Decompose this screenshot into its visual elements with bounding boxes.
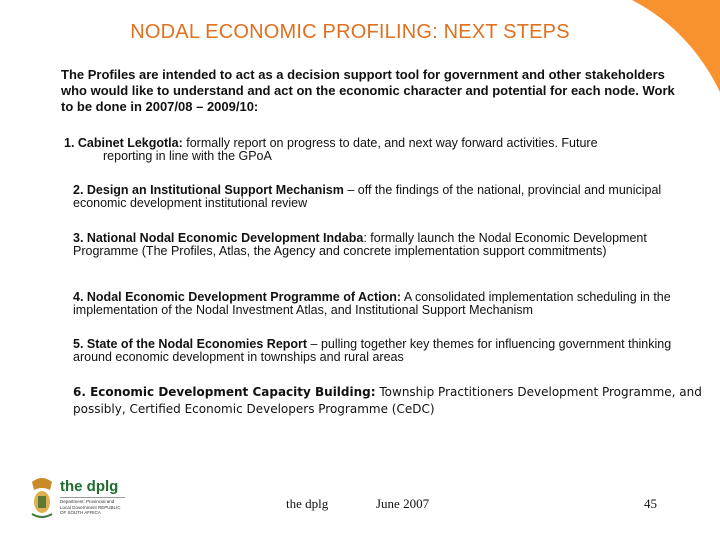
list-item: 2. Design an Institutional Support Mechanism – off the findings of the national, provincial and municipal economic development institutional review — [73, 183, 662, 210]
slide-title: NODAL ECONOMIC PROFILING: NEXT STEPS — [130, 21, 570, 43]
list-item: 1. Cabinet Lekgotla: formally report on progress to date, and next way forward activities. Future reporting in line with the GPoA — [64, 136, 598, 163]
footer-org: the dplg — [286, 496, 329, 511]
page-number: 45 — [644, 496, 657, 511]
list-item: 3. National Nodal Economic Development Indaba: formally launch the Nodal Economic Development Programme (The Profiles, Atlas, the Agency and concrete implementation support commitments) — [73, 231, 647, 258]
list-item: 4. Nodal Economic Development Programme of Action: A consolidated implementation scheduling in the implementation of the Nodal Investment Atlas, and Institutional Support Mechanism — [73, 290, 671, 317]
dplg-logo: the dplg — [60, 478, 119, 495]
coat-of-arms-icon — [28, 476, 56, 518]
footer-date: June 2007 — [376, 496, 430, 511]
list-item: 5. State of the Nodal Economies Report – pulling together key themes for influencing government thinking around economic development in townships and rural areas — [73, 337, 672, 364]
intro-paragraph: The Profiles are intended to act as a decision support tool for government and other stakeholders who would like to understand and act on the economic character and potential for each node. Work to be done in 2007/08 – 2009/10: — [61, 67, 675, 114]
list-item: 6. Economic Development Capacity Building: Township Practitioners Development Programme, and possibly, Certified Economic Developers Programme (CeDC) — [73, 385, 702, 416]
dplg-department-text: Department: Provincial and Local Government REPUBLIC OF SOUTH AFRICA — [60, 497, 125, 516]
